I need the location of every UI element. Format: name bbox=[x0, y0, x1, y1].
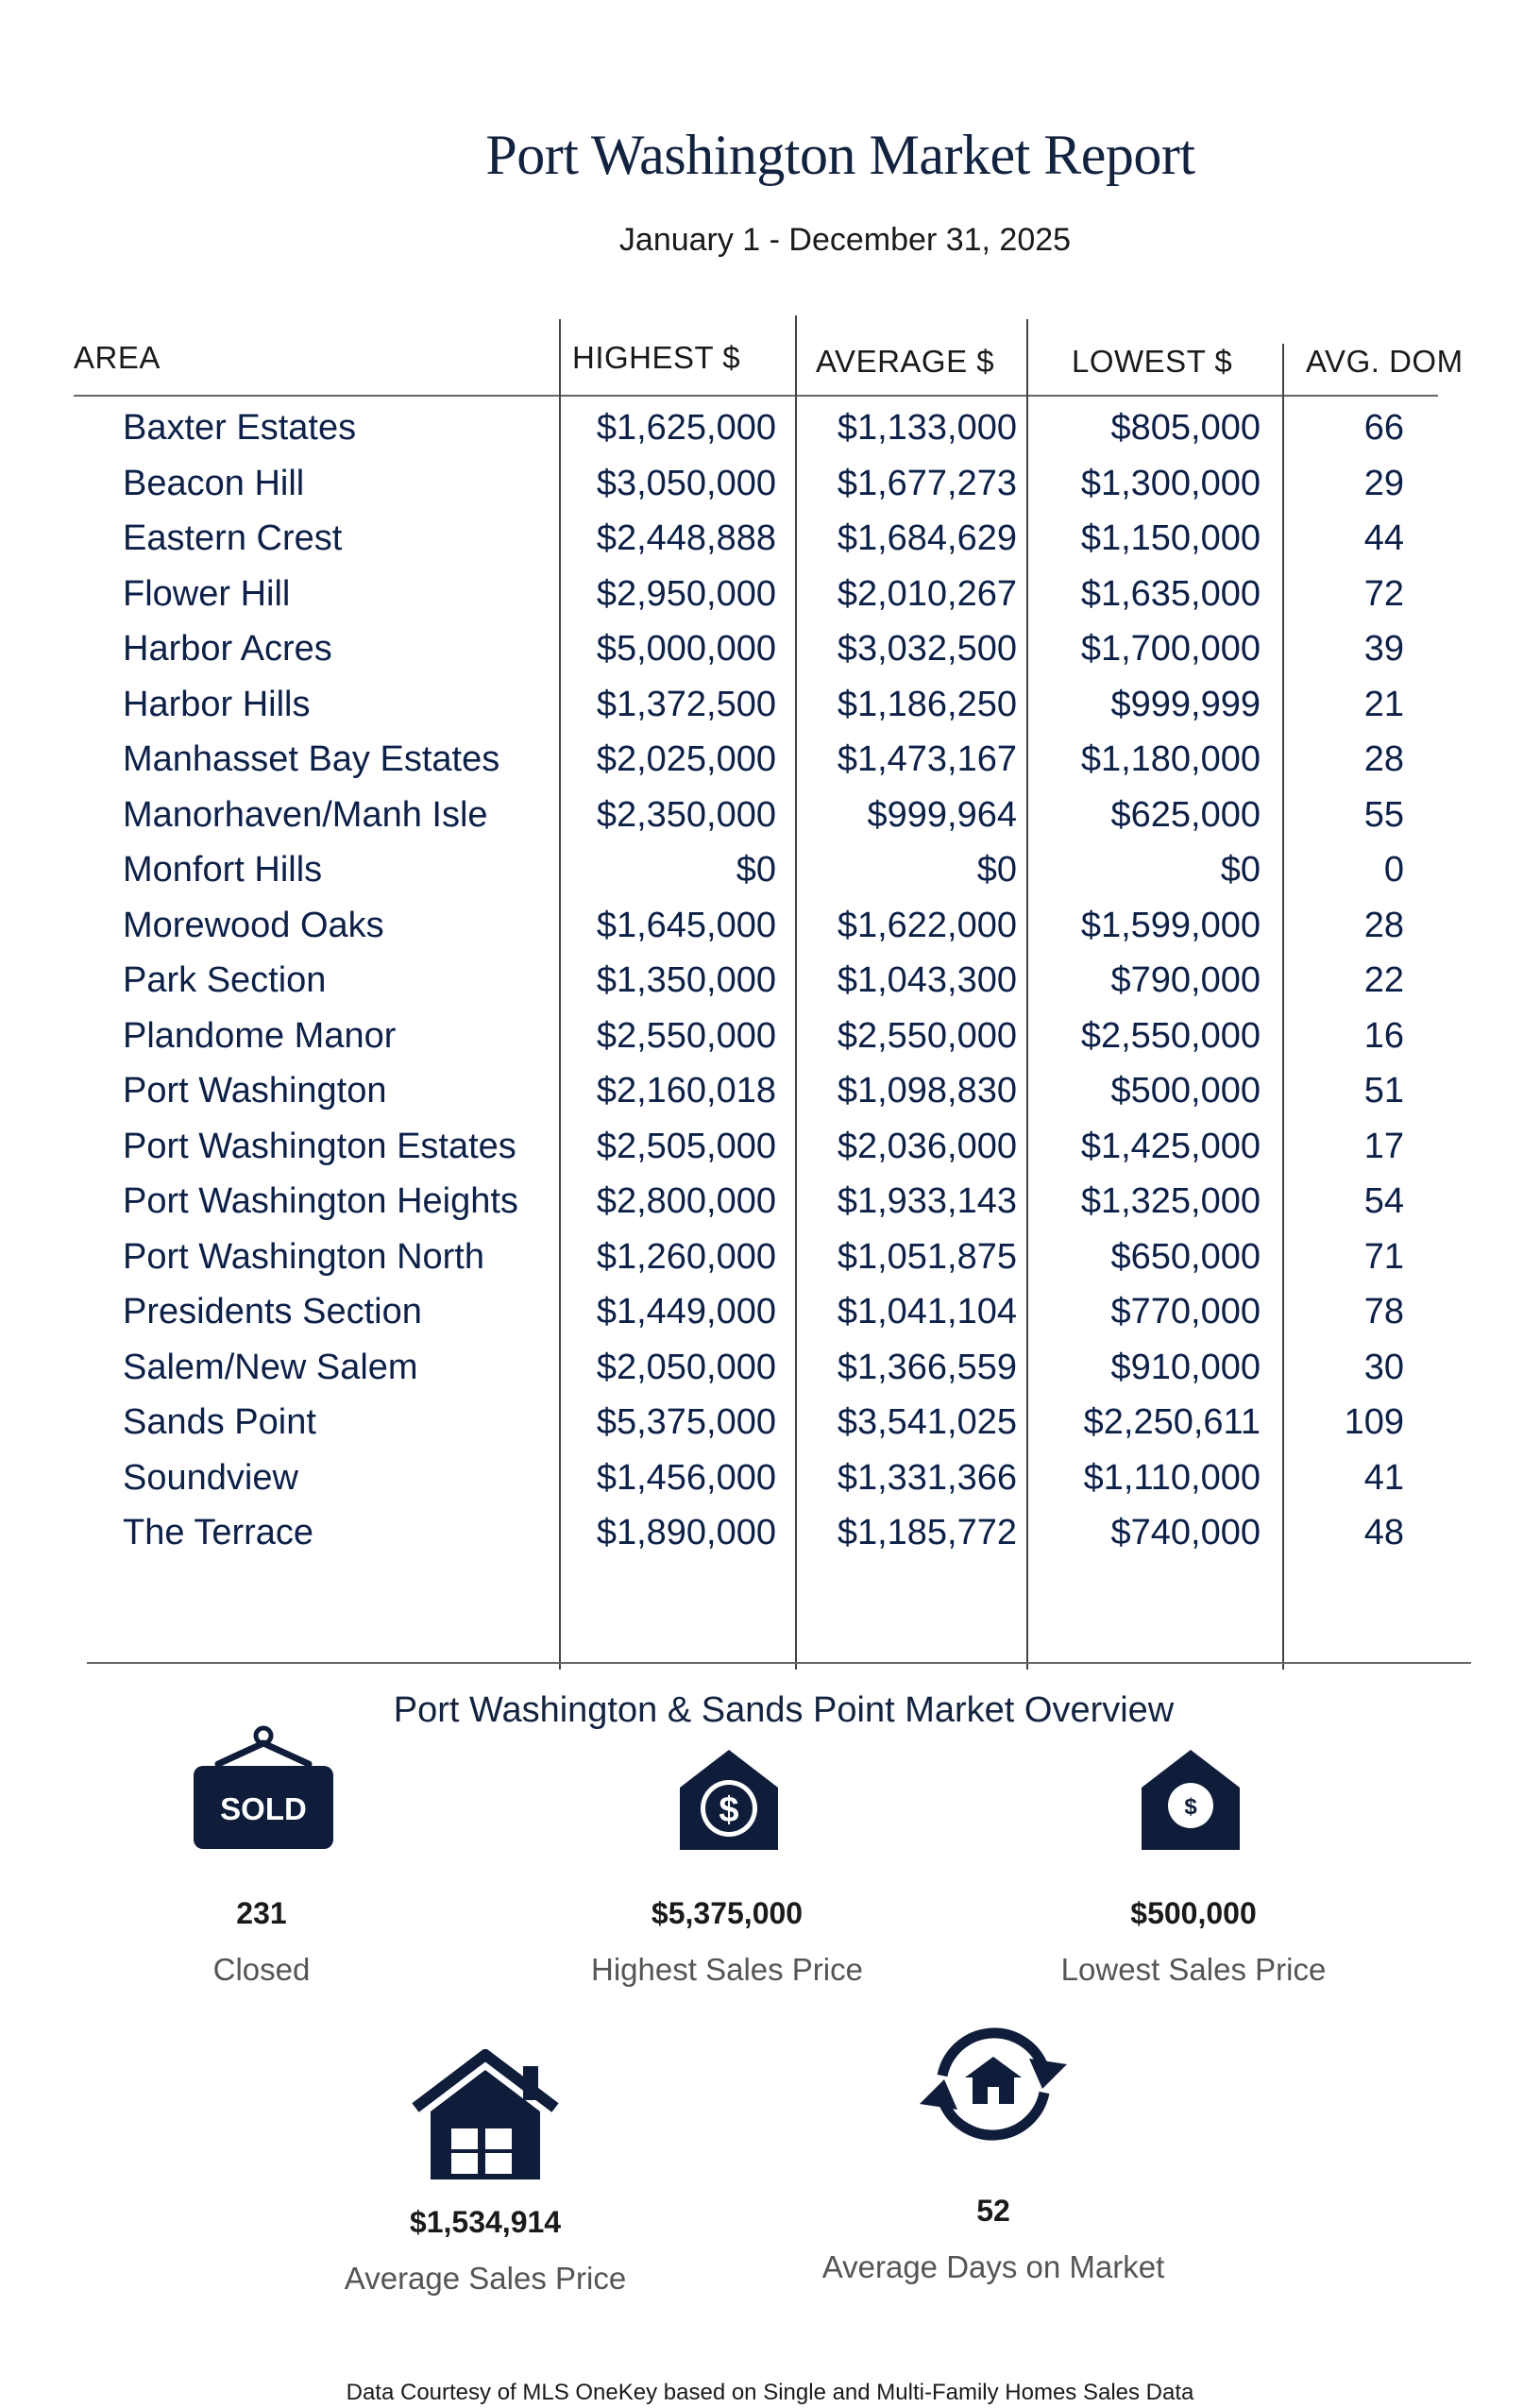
dom-cell: 39 bbox=[1363, 629, 1404, 669]
area-cell: Eastern Crest bbox=[123, 518, 343, 558]
header-highest: HIGHEST $ bbox=[572, 340, 741, 375]
average-value: $1,534,914 bbox=[409, 2205, 562, 2239]
table-row bbox=[0, 739, 1540, 794]
highest-cell: $1,372,500 bbox=[596, 684, 776, 724]
sold-sign-icon bbox=[192, 1724, 335, 1851]
lowest-cell: $1,180,000 bbox=[1080, 739, 1261, 779]
money-house-icon bbox=[680, 1750, 778, 1850]
average-cell: $999,964 bbox=[867, 794, 1017, 835]
page-title: Port Washington Market Report bbox=[485, 124, 1195, 186]
table-row bbox=[0, 464, 1540, 518]
lowest-cell: $1,300,000 bbox=[1080, 463, 1261, 503]
table-row bbox=[0, 1513, 1540, 1568]
area-cell: Beacon Hill bbox=[123, 463, 305, 503]
data-source-footer: Data Courtesy of MLS OneKey based on Single and Multi-Family Homes Sales Data bbox=[346, 2380, 1194, 2405]
area-cell: Park Section bbox=[123, 960, 327, 1000]
svg-text:$: $ bbox=[719, 1790, 739, 1830]
highest-cell: $1,350,000 bbox=[596, 960, 776, 1000]
average-cell: $1,098,830 bbox=[837, 1071, 1017, 1111]
header-average: AVERAGE $ bbox=[816, 344, 995, 379]
dom-cell: 44 bbox=[1363, 518, 1404, 558]
area-cell: Harbor Acres bbox=[123, 629, 332, 669]
average-cell: $1,622,000 bbox=[837, 905, 1017, 945]
lowest-cell: $1,635,000 bbox=[1080, 573, 1261, 614]
highest-cell: $2,448,888 bbox=[596, 518, 776, 558]
closed-label: Closed bbox=[212, 1952, 311, 1987]
area-cell: Manhasset Bay Estates bbox=[123, 739, 500, 779]
area-cell: Baxter Estates bbox=[123, 408, 357, 448]
highest-cell: $1,456,000 bbox=[596, 1457, 776, 1498]
lowest-cell: $740,000 bbox=[1110, 1513, 1261, 1552]
highest-cell: $2,025,000 bbox=[596, 739, 776, 779]
average-cell: $1,684,629 bbox=[837, 518, 1017, 558]
lowest-cell: $910,000 bbox=[1110, 1347, 1261, 1387]
date-range: January 1 - December 31, 2025 bbox=[618, 222, 1072, 258]
dom-cell: 30 bbox=[1363, 1347, 1404, 1387]
average-cell: $1,933,143 bbox=[837, 1181, 1017, 1221]
stat-average bbox=[249, 2205, 721, 2297]
dom-cell: 21 bbox=[1363, 684, 1404, 724]
cycle-house-icon bbox=[916, 2021, 1071, 2147]
lowest-cell: $2,250,611 bbox=[1083, 1402, 1261, 1442]
dom-cell: 16 bbox=[1363, 1015, 1404, 1056]
highest-cell: $2,800,000 bbox=[596, 1181, 776, 1221]
dom-cell: 29 bbox=[1363, 463, 1404, 503]
average-cell: $1,185,772 bbox=[837, 1513, 1017, 1552]
average-cell: $1,331,366 bbox=[837, 1457, 1017, 1498]
highest-cell: $1,645,000 bbox=[596, 905, 776, 945]
lowest-cell: $790,000 bbox=[1110, 960, 1261, 1000]
header-divider bbox=[74, 395, 1438, 397]
lowest-cell: $999,999 bbox=[1110, 684, 1261, 724]
area-cell: Presidents Section bbox=[123, 1292, 422, 1331]
average-cell: $3,541,025 bbox=[837, 1402, 1017, 1442]
highest-cell: $3,050,000 bbox=[596, 463, 776, 503]
highest-cell: $2,950,000 bbox=[596, 573, 776, 614]
area-cell: Harbor Hills bbox=[123, 684, 311, 724]
lowest-cell: $1,599,000 bbox=[1080, 905, 1261, 945]
table-row bbox=[0, 574, 1540, 629]
lowest-cell: $770,000 bbox=[1110, 1292, 1261, 1331]
average-cell: $2,010,267 bbox=[837, 573, 1017, 614]
dom-cell: 72 bbox=[1363, 573, 1404, 614]
table-row bbox=[0, 1127, 1540, 1181]
average-cell: $1,366,559 bbox=[837, 1347, 1017, 1387]
area-cell: Port Washington Estates bbox=[123, 1126, 516, 1166]
area-cell: Port Washington Heights bbox=[123, 1181, 518, 1221]
header-area: AREA bbox=[74, 340, 161, 375]
highest-cell: $0 bbox=[736, 850, 776, 890]
dom-cell: 78 bbox=[1363, 1292, 1404, 1331]
dom-cell: 48 bbox=[1363, 1513, 1404, 1552]
average-cell: $0 bbox=[976, 850, 1017, 890]
table-row bbox=[0, 1237, 1540, 1292]
stat-closed bbox=[25, 1896, 498, 1988]
average-cell: $1,043,300 bbox=[837, 960, 1017, 1000]
table-row bbox=[0, 1402, 1540, 1457]
highest-label: Highest Sales Price bbox=[591, 1952, 863, 1987]
highest-cell: $5,000,000 bbox=[596, 629, 776, 669]
table-row bbox=[0, 960, 1540, 1015]
svg-text:$: $ bbox=[1184, 1794, 1197, 1820]
highest-cell: $2,160,018 bbox=[596, 1071, 776, 1111]
dom-cell: 41 bbox=[1363, 1457, 1404, 1498]
area-cell: Salem/New Salem bbox=[123, 1347, 418, 1387]
lowest-cell: $1,110,000 bbox=[1083, 1457, 1261, 1498]
highest-cell: $2,550,000 bbox=[596, 1015, 776, 1056]
area-cell: Monfort Hills bbox=[123, 850, 323, 890]
lowest-cell: $1,150,000 bbox=[1080, 518, 1261, 558]
stat-highest bbox=[491, 1896, 963, 1988]
lowest-cell: $650,000 bbox=[1110, 1236, 1261, 1277]
area-cell: Manorhaven/Manh Isle bbox=[123, 794, 488, 835]
dom-cell: 0 bbox=[1383, 850, 1404, 890]
closed-value: 231 bbox=[236, 1896, 287, 1930]
average-cell: $3,032,500 bbox=[837, 629, 1017, 669]
highest-cell: $2,350,000 bbox=[596, 794, 776, 835]
area-cell: Sands Point bbox=[123, 1402, 316, 1442]
area-cell: Soundview bbox=[123, 1457, 298, 1498]
overview-title: Port Washington & Sands Point Market Overview bbox=[393, 1690, 1175, 1730]
table-bottom-line bbox=[87, 1662, 1471, 1664]
dom-cell: 71 bbox=[1363, 1236, 1404, 1277]
dom-cell: 51 bbox=[1363, 1071, 1404, 1111]
highest-cell: $1,625,000 bbox=[596, 408, 776, 448]
average-cell: $1,041,104 bbox=[837, 1292, 1017, 1331]
lowest-cell: $2,550,000 bbox=[1080, 1015, 1261, 1056]
table-row bbox=[0, 408, 1540, 463]
dom-value: 52 bbox=[976, 2194, 1010, 2228]
stat-dom bbox=[757, 2194, 1229, 2285]
sold-sign-text: SOLD bbox=[220, 1791, 307, 1826]
lowest-cell: $1,700,000 bbox=[1080, 629, 1261, 669]
area-cell: Port Washington bbox=[123, 1071, 387, 1111]
highest-value: $5,375,000 bbox=[651, 1896, 804, 1930]
table-row bbox=[0, 518, 1540, 573]
average-cell: $1,133,000 bbox=[837, 408, 1017, 448]
lowest-cell: $500,000 bbox=[1110, 1071, 1261, 1111]
area-cell: Flower Hill bbox=[123, 573, 291, 614]
table-row bbox=[0, 1071, 1540, 1126]
dom-cell: 109 bbox=[1344, 1402, 1404, 1442]
highest-cell: $2,050,000 bbox=[596, 1347, 776, 1387]
dom-cell: 22 bbox=[1363, 960, 1404, 1000]
average-cell: $1,677,273 bbox=[837, 463, 1017, 503]
area-cell: The Terrace bbox=[123, 1513, 314, 1552]
lowest-cell: $805,000 bbox=[1110, 408, 1261, 448]
house-icon bbox=[410, 2049, 561, 2179]
highest-cell: $1,449,000 bbox=[596, 1292, 776, 1331]
dom-cell: 66 bbox=[1363, 408, 1404, 448]
lowest-cell: $1,425,000 bbox=[1080, 1126, 1261, 1166]
average-cell: $2,036,000 bbox=[837, 1126, 1017, 1166]
lowest-label: Lowest Sales Price bbox=[1060, 1952, 1327, 1987]
lowest-cell: $1,325,000 bbox=[1080, 1181, 1261, 1221]
dom-cell: 55 bbox=[1363, 794, 1404, 835]
table-row bbox=[0, 1458, 1540, 1513]
area-cell: Morewood Oaks bbox=[123, 905, 384, 945]
table-row bbox=[0, 850, 1540, 905]
table-row bbox=[0, 1181, 1540, 1236]
average-cell: $1,186,250 bbox=[837, 684, 1017, 724]
dom-cell: 28 bbox=[1363, 739, 1404, 779]
lowest-cell: $625,000 bbox=[1110, 794, 1261, 835]
table-row bbox=[0, 1016, 1540, 1071]
area-cell: Port Washington North bbox=[123, 1236, 484, 1277]
average-cell: $1,473,167 bbox=[837, 739, 1017, 779]
highest-cell: $1,260,000 bbox=[596, 1236, 776, 1277]
area-cell: Plandome Manor bbox=[123, 1015, 397, 1056]
lowest-cell: $0 bbox=[1220, 850, 1261, 890]
dom-cell: 54 bbox=[1363, 1181, 1404, 1221]
highest-cell: $2,505,000 bbox=[596, 1126, 776, 1166]
table-row bbox=[0, 795, 1540, 850]
average-cell: $2,550,000 bbox=[837, 1015, 1017, 1056]
average-cell: $1,051,875 bbox=[837, 1236, 1017, 1277]
table-row bbox=[0, 906, 1540, 960]
dom-cell: 28 bbox=[1363, 905, 1404, 945]
stat-lowest bbox=[957, 1896, 1430, 1988]
dom-label: Average Days on Market bbox=[821, 2249, 1165, 2284]
highest-cell: $1,890,000 bbox=[596, 1513, 776, 1552]
money-house-small-icon bbox=[1142, 1750, 1240, 1850]
highest-cell: $5,375,000 bbox=[596, 1402, 776, 1442]
average-label: Average Sales Price bbox=[344, 2261, 627, 2296]
dom-cell: 17 bbox=[1363, 1126, 1404, 1166]
table-row bbox=[0, 685, 1540, 739]
table-row bbox=[0, 1292, 1540, 1347]
table-row bbox=[0, 629, 1540, 684]
header-lowest: LOWEST $ bbox=[1072, 344, 1233, 379]
header-avg-dom: AVG. DOM bbox=[1306, 344, 1464, 379]
table-row bbox=[0, 1348, 1540, 1402]
lowest-value: $500,000 bbox=[1130, 1896, 1257, 1930]
